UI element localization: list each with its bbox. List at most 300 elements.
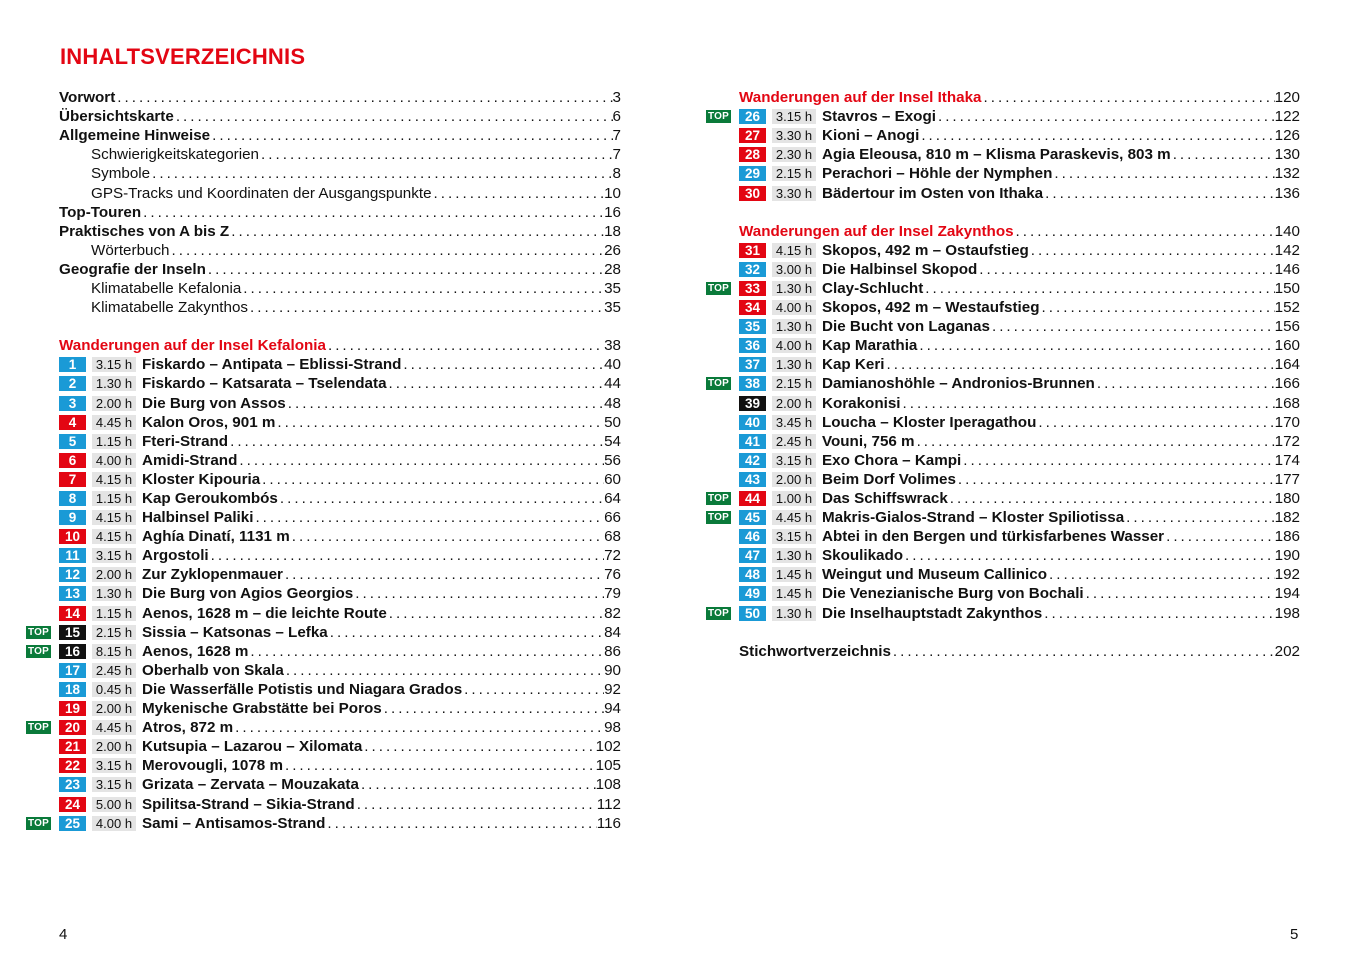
tour-duration: 2.15 h — [92, 625, 136, 640]
toc-entry[interactable] — [706, 145, 1300, 164]
toc-page-number: 182 — [1274, 509, 1300, 527]
toc-entry-label: Halbinsel Paliki — [142, 509, 254, 527]
tour-number-badge: 31 — [739, 243, 766, 258]
toc-entry-label: Übersichtskarte — [59, 108, 174, 126]
toc-entry[interactable] — [26, 260, 621, 279]
toc-page-number: 168 — [1274, 394, 1300, 412]
leader-dots — [919, 126, 1274, 145]
toc-right-column — [706, 88, 1300, 661]
leader-dots — [141, 203, 604, 222]
toc-entry[interactable] — [26, 737, 621, 756]
toc-entry-label: Kioni – Anogi — [822, 127, 920, 145]
toc-entry[interactable] — [26, 222, 621, 241]
leader-dots — [915, 432, 1275, 451]
toc-entry[interactable] — [26, 203, 621, 222]
toc-entry[interactable] — [706, 642, 1300, 661]
toc-entry-label: Clay-Schlucht — [822, 279, 924, 297]
toc-page-number: 50 — [604, 413, 621, 431]
toc-page-number: 130 — [1274, 146, 1300, 164]
toc-entry[interactable] — [706, 565, 1300, 584]
leader-dots — [884, 355, 1274, 374]
toc-entry-label: Makris-Gialos-Strand – Kloster Spiliotissa — [822, 509, 1125, 527]
toc-page-number: 108 — [595, 776, 621, 794]
toc-entry[interactable] — [26, 355, 621, 374]
toc-entry-label: Merovougli, 1078 m — [142, 757, 283, 775]
tour-duration: 5.00 h — [92, 797, 136, 812]
toc-entry-label: Die Bucht von Laganas — [822, 318, 990, 336]
tour-duration: 1.30 h — [772, 281, 816, 296]
toc-entry-label: Spilitsa-Strand – Sikia-Strand — [142, 795, 355, 813]
top-slot — [706, 607, 739, 620]
toc-entry-label: Aghía Dinatí, 1131 m — [142, 528, 290, 546]
toc-page-number: 160 — [1274, 337, 1300, 355]
tour-duration: 2.00 h — [92, 701, 136, 716]
leader-dots — [462, 680, 604, 699]
page-title: INHALTSVERZEICHNIS — [60, 44, 306, 69]
tour-number-badge: 45 — [739, 510, 766, 525]
toc-entry[interactable] — [26, 241, 621, 260]
leader-dots — [326, 336, 604, 355]
leader-dots — [284, 661, 604, 680]
toc-entry-label: Skoulikado — [822, 547, 904, 565]
toc-entry-label: Kap Geroukombós — [142, 490, 278, 508]
tour-number-badge: 15 — [59, 625, 86, 640]
tour-duration: 4.45 h — [92, 415, 136, 430]
leader-dots — [278, 489, 604, 508]
tour-duration: 1.15 h — [92, 434, 136, 449]
toc-entry[interactable] — [706, 88, 1300, 107]
toc-entry-label: Symbole — [91, 165, 151, 183]
toc-entry-label: Skopos, 492 m – Westaufstieg — [822, 299, 1040, 317]
toc-page-number: 177 — [1274, 470, 1300, 488]
toc-entry[interactable] — [26, 107, 621, 126]
tour-number-badge: 17 — [59, 663, 86, 678]
leader-dots — [253, 508, 604, 527]
leader-dots — [275, 413, 604, 432]
leader-dots — [1084, 584, 1275, 603]
tour-number-badge: 5 — [59, 434, 86, 449]
tour-duration: 1.30 h — [772, 606, 816, 621]
tour-number-badge: 44 — [739, 491, 766, 506]
top-tour-badge: TOP — [28, 626, 49, 638]
toc-entry-label: Zur Zyklopenmauer — [142, 566, 283, 584]
tour-duration: 8.15 h — [92, 644, 136, 659]
toc-page-number: 146 — [1274, 260, 1300, 278]
toc-spacer — [706, 203, 1300, 222]
tour-duration: 2.00 h — [92, 567, 136, 582]
toc-entry-label: Die Wasserfälle Potistis und Niagara Grados — [142, 680, 463, 698]
toc-page-number: 90 — [604, 661, 621, 679]
tour-number-badge: 29 — [739, 166, 766, 181]
toc-entry[interactable] — [706, 355, 1300, 374]
toc-entry-label: Exo Chora – Kampi — [822, 451, 962, 469]
toc-entry[interactable] — [26, 489, 621, 508]
tour-number-badge: 9 — [59, 510, 86, 525]
tour-number-badge: 13 — [59, 586, 86, 601]
toc-page-number: 26 — [604, 241, 621, 259]
leader-dots — [174, 107, 613, 126]
leader-dots — [353, 584, 604, 603]
tour-number-badge: 2 — [59, 376, 86, 391]
toc-page-number: 8 — [612, 165, 621, 183]
toc-entry[interactable] — [26, 642, 621, 661]
right-page — [680, 0, 1359, 969]
tour-number-badge: 20 — [59, 720, 86, 735]
leader-dots — [248, 298, 604, 317]
tour-duration: 4.00 h — [772, 338, 816, 353]
toc-entry[interactable] — [26, 680, 621, 699]
top-tour-badge: TOP — [708, 493, 729, 505]
toc-page-number: 84 — [604, 623, 621, 641]
toc-entry[interactable] — [26, 661, 621, 680]
leader-dots — [1052, 164, 1274, 183]
toc-page-number: 86 — [604, 642, 621, 660]
toc-entry-label: Amidi-Strand — [142, 451, 238, 469]
toc-page-number: 186 — [1274, 528, 1300, 546]
tour-number-badge: 30 — [739, 186, 766, 201]
tour-duration: 1.15 h — [92, 606, 136, 621]
tour-number-badge: 47 — [739, 548, 766, 563]
toc-entry[interactable] — [26, 508, 621, 527]
leader-dots — [948, 489, 1275, 508]
leader-dots — [1171, 145, 1275, 164]
tour-duration: 2.15 h — [772, 166, 816, 181]
tour-duration: 3.15 h — [92, 357, 136, 372]
toc-entry[interactable] — [706, 222, 1300, 241]
toc-page-number: 35 — [604, 279, 621, 297]
tour-duration: 3.15 h — [92, 758, 136, 773]
toc-entry[interactable] — [26, 374, 621, 393]
top-tour-badge: TOP — [28, 645, 49, 657]
toc-entry[interactable] — [26, 145, 621, 164]
toc-entry[interactable] — [26, 126, 621, 145]
toc-page-number: 64 — [604, 490, 621, 508]
toc-entry[interactable] — [706, 241, 1300, 260]
toc-entry[interactable] — [26, 699, 621, 718]
toc-entry-label: Klimatabelle Zakynthos — [91, 299, 249, 317]
leader-dots — [1043, 184, 1275, 203]
tour-number-badge: 42 — [739, 453, 766, 468]
tour-number-badge: 48 — [739, 567, 766, 582]
toc-entry-label: Vorwort — [59, 89, 116, 107]
tour-number-badge: 37 — [739, 357, 766, 372]
top-slot — [26, 626, 59, 639]
toc-page-number: 120 — [1274, 89, 1300, 107]
toc-page-number: 35 — [604, 299, 621, 317]
toc-entry-label: Die Halbinsel Skopod — [822, 260, 978, 278]
toc-entry[interactable] — [706, 183, 1300, 202]
leader-dots — [259, 145, 613, 164]
toc-page-number: 192 — [1274, 566, 1300, 584]
toc-page-number: 72 — [604, 547, 621, 565]
toc-entry[interactable] — [706, 260, 1300, 279]
toc-entry-label: Die Venezianische Burg von Bochali — [822, 585, 1084, 603]
tour-duration: 1.30 h — [772, 319, 816, 334]
toc-entry-label: Geografie der Inseln — [59, 260, 206, 278]
leader-dots — [1029, 241, 1275, 260]
toc-entry[interactable] — [706, 164, 1300, 183]
toc-entry-label: Fteri-Strand — [142, 432, 229, 450]
leader-dots — [923, 279, 1274, 298]
toc-entry[interactable] — [706, 432, 1300, 451]
toc-page-number: 190 — [1274, 547, 1300, 565]
toc-entry[interactable] — [706, 451, 1300, 470]
tour-duration: 4.15 h — [92, 510, 136, 525]
leader-dots — [328, 623, 604, 642]
toc-page-number: 16 — [604, 203, 621, 221]
toc-entry-label: Stavros – Exogi — [822, 108, 936, 126]
tour-number-badge: 35 — [739, 319, 766, 334]
toc-entry[interactable] — [26, 164, 621, 183]
toc-entry[interactable] — [706, 317, 1300, 336]
tour-number-badge: 23 — [59, 777, 86, 792]
tour-duration: 4.15 h — [772, 243, 816, 258]
toc-entry[interactable] — [26, 604, 621, 623]
toc-page-number: 98 — [604, 719, 621, 737]
toc-entry[interactable] — [26, 336, 621, 355]
tour-duration: 4.00 h — [92, 453, 136, 468]
top-slot — [706, 377, 739, 390]
tour-duration: 3.15 h — [92, 777, 136, 792]
toc-entry-label: Kap Keri — [822, 356, 885, 374]
tour-number-badge: 1 — [59, 357, 86, 372]
toc-entry[interactable] — [706, 584, 1300, 603]
leader-dots — [355, 795, 597, 814]
leader-dots — [359, 775, 596, 794]
toc-page-number: 54 — [604, 432, 621, 450]
tour-number-badge: 39 — [739, 396, 766, 411]
leader-dots — [1014, 222, 1275, 241]
tour-duration: 3.00 h — [772, 262, 816, 277]
toc-entry[interactable] — [26, 88, 621, 107]
top-slot — [26, 645, 59, 658]
tour-number-badge: 19 — [59, 701, 86, 716]
top-slot — [26, 721, 59, 734]
toc-page-number: 79 — [604, 585, 621, 603]
toc-entry[interactable] — [26, 394, 621, 413]
toc-page-number: 140 — [1274, 222, 1300, 240]
toc-left-column — [26, 88, 621, 833]
tour-number-badge: 34 — [739, 300, 766, 315]
toc-page-number: 116 — [596, 814, 621, 832]
toc-page-number: 198 — [1274, 604, 1300, 622]
toc-entry-label: Loucha – Kloster Iperagathou — [822, 413, 1037, 431]
leader-dots — [961, 451, 1274, 470]
toc-entry-label: Grizata – Zervata – Mouzakata — [142, 776, 359, 794]
toc-entry[interactable] — [706, 107, 1300, 126]
toc-page-number: 6 — [612, 108, 621, 126]
toc-page-number: 166 — [1274, 375, 1300, 393]
leader-dots — [170, 241, 605, 260]
toc-entry-label: Abtei in den Bergen und türkisfarbenes Wasser — [822, 528, 1165, 546]
tour-duration: 4.45 h — [772, 510, 816, 525]
tour-duration: 1.30 h — [772, 357, 816, 372]
tour-number-badge: 43 — [739, 472, 766, 487]
toc-entry-label: Fiskardo – Katsarata – Tselendata — [142, 375, 387, 393]
toc-entry-label: Aenos, 1628 m — [142, 642, 249, 660]
toc-entry[interactable] — [706, 546, 1300, 565]
tour-number-badge: 24 — [59, 797, 86, 812]
toc-page-number: 156 — [1274, 318, 1300, 336]
toc-entry[interactable] — [706, 604, 1300, 623]
toc-entry[interactable] — [26, 413, 621, 432]
toc-page-number: 105 — [595, 757, 621, 775]
toc-entry[interactable] — [706, 470, 1300, 489]
tour-duration: 4.45 h — [92, 720, 136, 735]
tour-number-badge: 28 — [739, 147, 766, 162]
leader-dots — [401, 355, 604, 374]
leader-dots — [228, 432, 604, 451]
leader-dots — [432, 184, 605, 203]
toc-page-number: 48 — [604, 394, 621, 412]
tour-number-badge: 46 — [739, 529, 766, 544]
toc-page-number: 170 — [1274, 413, 1300, 431]
toc-entry-label: Allgemeine Hinweise — [59, 127, 211, 145]
toc-entry[interactable] — [706, 336, 1300, 355]
toc-entry[interactable] — [26, 775, 621, 794]
toc-page-number: 150 — [1274, 279, 1300, 297]
tour-duration: 1.00 h — [772, 491, 816, 506]
tour-number-badge: 18 — [59, 682, 86, 697]
toc-entry-label: Perachori – Höhle der Nymphen — [822, 165, 1053, 183]
tour-duration: 2.00 h — [92, 739, 136, 754]
toc-entry[interactable] — [26, 814, 621, 833]
tour-number-badge: 49 — [739, 586, 766, 601]
leader-dots — [936, 107, 1275, 126]
toc-entry[interactable] — [26, 279, 621, 298]
toc-entry-label: Wörterbuch — [91, 241, 170, 259]
tour-number-badge: 25 — [59, 816, 86, 831]
toc-entry-label: Kutsupia – Lazarou – Xilomata — [142, 738, 363, 756]
page-number-right: 5 — [1290, 926, 1299, 943]
toc-entry-label: Beim Dorf Volimes — [822, 470, 956, 488]
toc-entry[interactable] — [26, 451, 621, 470]
tour-duration: 1.30 h — [92, 586, 136, 601]
toc-entry[interactable] — [26, 432, 621, 451]
tour-duration: 0.45 h — [92, 682, 136, 697]
tour-number-badge: 12 — [59, 567, 86, 582]
toc-entry-label: Die Inselhauptstadt Zakynthos — [822, 604, 1043, 622]
toc-entry[interactable] — [706, 508, 1300, 527]
toc-entry[interactable] — [26, 718, 621, 737]
leader-dots — [290, 527, 604, 546]
leader-dots — [115, 88, 612, 107]
tour-number-badge: 22 — [59, 758, 86, 773]
toc-page-number: 10 — [604, 184, 621, 202]
leader-dots — [990, 317, 1275, 336]
toc-entry[interactable] — [26, 546, 621, 565]
tour-duration: 4.15 h — [92, 529, 136, 544]
tour-number-badge: 14 — [59, 606, 86, 621]
tour-number-badge: 8 — [59, 491, 86, 506]
toc-entry-label: Klimatabelle Kefalonia — [91, 279, 242, 297]
toc-entry[interactable] — [706, 126, 1300, 145]
top-tour-badge: TOP — [708, 111, 729, 123]
tour-number-badge: 21 — [59, 739, 86, 754]
toc-entry[interactable] — [26, 183, 621, 202]
top-slot — [706, 110, 739, 123]
page-number-left: 4 — [59, 926, 68, 943]
toc-page-number: 3 — [612, 89, 621, 107]
toc-entry[interactable] — [26, 794, 621, 813]
toc-entry[interactable] — [706, 279, 1300, 298]
top-tour-badge: TOP — [708, 607, 729, 619]
toc-entry[interactable] — [706, 413, 1300, 432]
leader-dots — [283, 565, 604, 584]
toc-page-number: 142 — [1274, 241, 1300, 259]
toc-page-number: 44 — [604, 375, 621, 393]
tour-number-badge: 36 — [739, 338, 766, 353]
tour-number-badge: 27 — [739, 128, 766, 143]
toc-entry[interactable] — [26, 527, 621, 546]
top-slot — [26, 817, 59, 830]
toc-entry-label: Bädertour im Osten von Ithaka — [822, 184, 1044, 202]
toc-entry[interactable] — [706, 298, 1300, 317]
toc-entry-label: Argostoli — [142, 547, 209, 565]
leader-dots — [283, 756, 596, 775]
leader-dots — [241, 279, 604, 298]
toc-entry[interactable] — [26, 565, 621, 584]
tour-duration: 1.30 h — [772, 548, 816, 563]
toc-page-number: 7 — [612, 127, 621, 145]
toc-entry-label: GPS-Tracks und Koordinaten der Ausgangspunkte — [91, 184, 432, 202]
toc-page-number: 194 — [1274, 585, 1300, 603]
leader-dots — [382, 699, 604, 718]
tour-number-badge: 32 — [739, 262, 766, 277]
leader-dots — [956, 470, 1275, 489]
toc-entry[interactable] — [26, 298, 621, 317]
tour-duration: 2.00 h — [92, 396, 136, 411]
toc-entry-label: Wanderungen auf der Insel Zakynthos — [739, 222, 1014, 240]
tour-duration: 3.30 h — [772, 128, 816, 143]
leader-dots — [1124, 508, 1275, 527]
toc-page-number: 68 — [604, 528, 621, 546]
tour-duration: 1.45 h — [772, 586, 816, 601]
toc-entry-label: Kap Marathia — [822, 337, 918, 355]
toc-entry[interactable] — [26, 470, 621, 489]
leader-dots — [1042, 604, 1274, 623]
toc-entry-label: Sami – Antisamos-Strand — [142, 814, 326, 832]
toc-entry[interactable] — [706, 527, 1300, 546]
toc-entry-label: Praktisches von A bis Z — [59, 222, 230, 240]
tour-duration: 3.15 h — [772, 529, 816, 544]
toc-entry[interactable] — [706, 394, 1300, 413]
toc-entry-label: Mykenische Grabstätte bei Poros — [142, 700, 382, 718]
leader-dots — [1047, 565, 1275, 584]
tour-duration: 1.30 h — [92, 376, 136, 391]
toc-entry-label: Schwierigkeitskategorien — [91, 146, 259, 164]
tour-number-badge: 38 — [739, 376, 766, 391]
leader-dots — [901, 394, 1275, 413]
toc-entry[interactable] — [706, 374, 1300, 393]
toc-entry-label: Kalon Oros, 901 m — [142, 413, 276, 431]
toc-entry[interactable] — [26, 584, 621, 603]
toc-entry-label: Korakonisi — [822, 394, 901, 412]
tour-duration: 2.15 h — [772, 376, 816, 391]
toc-entry[interactable] — [26, 623, 621, 642]
toc-entry[interactable] — [26, 756, 621, 775]
tour-number-badge: 11 — [59, 548, 86, 563]
toc-page-number: 202 — [1274, 642, 1300, 660]
toc-page-number: 136 — [1274, 184, 1300, 202]
leader-dots — [1036, 413, 1274, 432]
tour-duration: 1.15 h — [92, 491, 136, 506]
toc-page-number: 152 — [1274, 299, 1300, 317]
toc-entry-label: Fiskardo – Antipata – Eblissi-Strand — [142, 356, 402, 374]
toc-entry[interactable] — [706, 489, 1300, 508]
toc-page-number: 82 — [604, 604, 621, 622]
tour-number-badge: 7 — [59, 472, 86, 487]
